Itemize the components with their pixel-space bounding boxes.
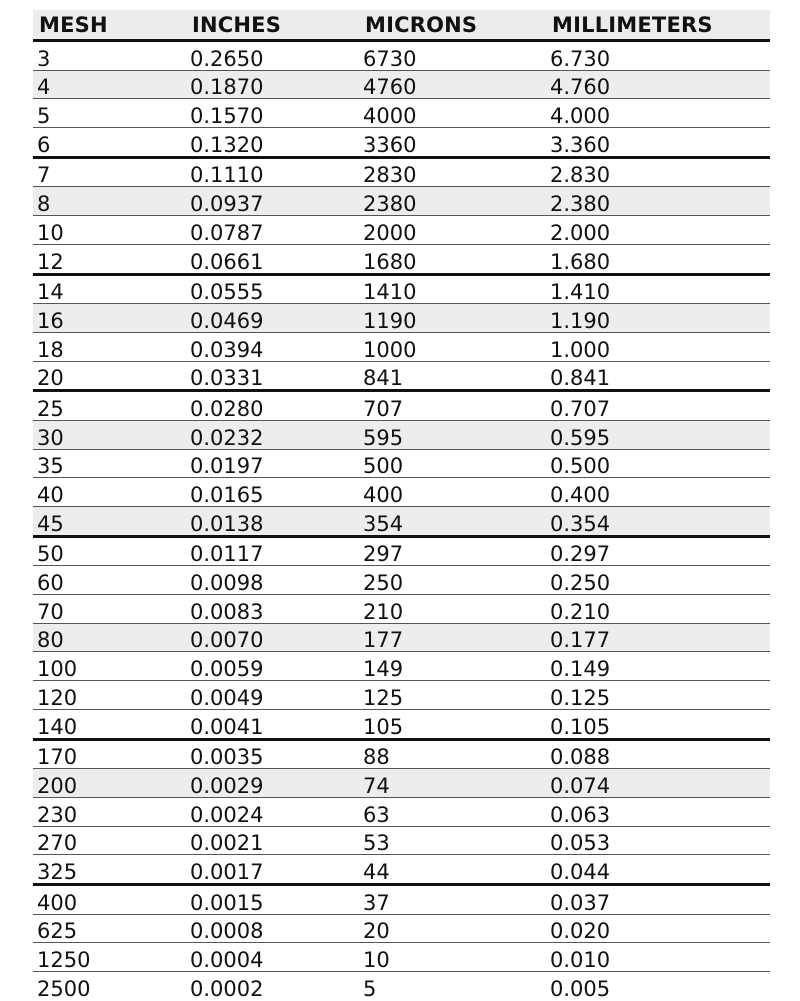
table-row [33,478,770,507]
inches-cell: 0.0035 [190,745,264,770]
microns-cell: 44 [363,859,390,884]
millimeters-cell: 0.010 [550,948,611,972]
millimeters-cell: 0.500 [550,454,611,479]
microns-cell: 88 [363,745,390,770]
table-row [33,216,770,245]
millimeters-cell: 0.841 [550,366,611,391]
inches-cell: 0.0555 [190,280,264,305]
mesh-cell: 6 [37,132,51,157]
mesh-cell: 20 [37,366,64,391]
microns-cell: 63 [363,802,390,827]
microns-cell: 4000 [363,104,417,129]
inches-cell: 0.0232 [186,420,359,449]
inches-cell: 0.0083 [190,599,264,624]
inches-cell: 0.0017 [190,859,264,884]
inches-cell: 0.0024 [190,802,264,827]
table-row [33,420,770,449]
table-row [33,884,770,914]
inches-cell: 0.0059 [190,657,264,682]
millimeters-cell: 0.595 [546,420,770,449]
inches-cell: 0.0394 [190,337,264,362]
table-row [33,739,770,769]
mesh-cell: 50 [37,542,64,567]
mesh-cell: 35 [37,454,64,479]
microns-cell: 149 [363,657,404,682]
table-row [33,709,770,739]
millimeters-cell: 0.297 [550,542,611,567]
millimeters-cell: 2.380 [546,187,770,216]
header-mesh: MESH [33,10,186,41]
inches-cell: 0.0021 [190,831,264,856]
inches-cell: 0.0280 [190,396,264,421]
mesh-cell: 1250 [37,948,91,972]
millimeters-cell: 0.037 [550,890,611,915]
microns-cell: 1190 [359,304,546,333]
inches-cell: 0.0002 [190,976,264,1001]
millimeters-cell: 0.005 [550,976,611,1001]
mesh-cell: 400 [37,890,78,915]
mesh-cell: 200 [33,769,186,798]
table-row [33,391,770,421]
inches-cell: 0.1570 [190,104,264,129]
millimeters-cell: 4.760 [546,70,770,99]
mesh-cell: 30 [33,420,186,449]
inches-cell: 0.0138 [186,507,359,537]
table-row [33,361,770,391]
table-row [33,244,770,274]
microns-cell: 1000 [363,337,417,362]
header-microns: MICRONS [359,10,546,41]
millimeters-cell: 2.000 [550,220,611,245]
mesh-cell: 25 [37,396,64,421]
inches-cell: 0.0029 [186,769,359,798]
microns-cell: 595 [359,420,546,449]
table-row [33,128,770,158]
mesh-cell: 120 [37,685,78,710]
mesh-cell: 7 [37,163,51,188]
microns-cell: 1410 [363,280,417,305]
microns-cell: 37 [363,890,390,915]
table-row [33,99,770,128]
inches-cell: 0.0049 [190,685,264,710]
mesh-cell: 40 [37,483,64,507]
table-row [33,274,770,304]
inches-cell: 0.0070 [186,623,359,652]
inches-cell: 0.2650 [190,46,264,71]
table-row [33,332,770,361]
inches-cell: 0.0197 [190,454,264,479]
mesh-conversion-table [33,10,770,1000]
inches-cell: 0.1110 [190,163,264,188]
millimeters-cell: 0.400 [550,483,611,507]
mesh-cell: 325 [37,859,78,884]
table-row [33,797,770,826]
millimeters-cell: 0.707 [550,396,611,421]
header-row [33,10,770,41]
mesh-cell: 140 [37,714,78,739]
table-row [33,595,770,624]
table-row [33,769,770,798]
mesh-cell: 10 [37,220,64,245]
table-row [33,157,770,187]
microns-cell: 74 [359,769,546,798]
table-row [33,70,770,99]
mesh-cell: 60 [37,571,64,596]
mesh-cell: 3 [37,46,51,71]
microns-cell: 3360 [363,132,417,157]
microns-cell: 354 [359,507,546,537]
millimeters-cell: 1.680 [550,249,611,274]
microns-cell: 2380 [359,187,546,216]
inches-cell: 0.0008 [190,919,264,944]
microns-cell: 500 [363,454,404,479]
table-body [33,41,770,1000]
millimeters-cell: 0.250 [550,571,611,596]
inches-cell: 0.0331 [190,366,264,391]
inches-cell: 0.0098 [190,571,264,596]
millimeters-cell: 0.020 [550,919,611,944]
mesh-cell: 270 [37,831,78,856]
header-inches: INCHES [186,10,359,41]
microns-cell: 177 [359,623,546,652]
mesh-cell: 100 [37,657,78,682]
inches-cell: 0.0469 [186,304,359,333]
mesh-cell: 70 [37,599,64,624]
table-row [33,449,770,478]
inches-cell: 0.0004 [190,948,264,972]
inches-cell: 0.0041 [190,714,264,739]
mesh-cell: 170 [37,745,78,770]
table-row [33,943,770,972]
microns-cell: 400 [363,483,404,507]
millimeters-cell: 3.360 [550,132,611,157]
table-row [33,41,770,71]
table-row [33,914,770,943]
table-row [33,507,770,537]
mesh-cell: 18 [37,337,64,362]
millimeters-cell: 0.074 [546,769,770,798]
microns-cell: 841 [363,366,404,391]
inches-cell: 0.0015 [190,890,264,915]
inches-cell: 0.0661 [190,249,264,274]
inches-cell: 0.1320 [190,132,264,157]
millimeters-cell: 6.730 [550,46,611,71]
millimeters-cell: 0.354 [546,507,770,537]
table-row [33,826,770,855]
millimeters-cell: 0.053 [550,831,611,856]
millimeters-cell: 1.190 [546,304,770,333]
table-row [33,566,770,595]
inches-cell: 0.0787 [190,220,264,245]
microns-cell: 2830 [363,163,417,188]
millimeters-cell: 0.044 [550,859,611,884]
microns-cell: 6730 [363,46,417,71]
mesh-cell: 14 [37,280,64,305]
millimeters-cell: 4.000 [550,104,611,129]
mesh-cell: 80 [33,623,186,652]
millimeters-cell: 0.149 [550,657,611,682]
microns-cell: 707 [363,396,404,421]
mesh-cell: 2500 [37,976,91,1001]
millimeters-cell: 1.000 [550,337,611,362]
millimeters-cell: 2.830 [550,163,611,188]
microns-cell: 1680 [363,249,417,274]
mesh-cell: 8 [33,187,186,216]
microns-cell: 250 [363,571,404,596]
table-row [33,623,770,652]
mesh-cell: 12 [37,249,64,274]
table-row [33,187,770,216]
header-millimeters: MILLIMETERS [546,10,770,41]
millimeters-cell: 0.088 [550,745,611,770]
inches-cell: 0.0165 [190,483,264,507]
millimeters-cell: 0.210 [550,599,611,624]
inches-cell: 0.0117 [190,542,264,567]
table-row [33,972,770,1000]
microns-cell: 10 [363,948,390,972]
mesh-cell: 45 [33,507,186,537]
millimeters-cell: 0.105 [550,714,611,739]
table-row [33,536,770,566]
mesh-cell: 230 [37,802,78,827]
table-row [33,304,770,333]
table-row [33,652,770,681]
mesh-cell: 16 [33,304,186,333]
inches-cell: 0.0937 [186,187,359,216]
table-row [33,681,770,710]
microns-cell: 2000 [363,220,417,245]
microns-cell: 20 [363,919,390,944]
mesh-cell: 5 [37,104,51,129]
inches-cell: 0.1870 [186,70,359,99]
mesh-cell: 625 [37,919,78,944]
microns-cell: 105 [363,714,404,739]
microns-cell: 4760 [359,70,546,99]
table-row [33,855,770,885]
table-header [33,10,770,41]
millimeters-cell: 0.125 [550,685,611,710]
microns-cell: 297 [363,542,404,567]
microns-cell: 53 [363,831,390,856]
millimeters-cell: 0.177 [546,623,770,652]
millimeters-cell: 0.063 [550,802,611,827]
millimeters-cell: 1.410 [550,280,611,305]
mesh-cell: 4 [33,70,186,99]
microns-cell: 125 [363,685,404,710]
microns-cell: 210 [363,599,404,624]
microns-cell: 5 [363,976,377,1001]
